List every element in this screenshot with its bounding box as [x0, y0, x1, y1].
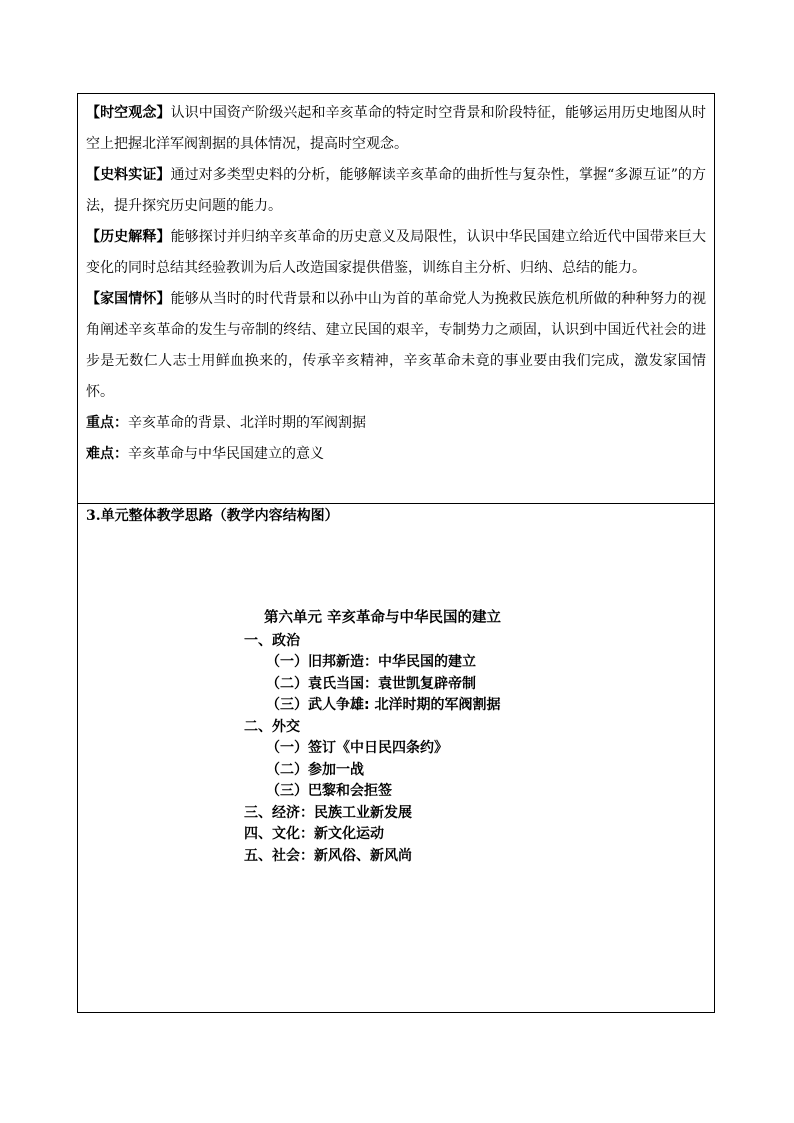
objective-text: 能够从当时的时代背景和以孙中山为首的革命党人为挽救民族危机所做的种种努力的视角阐述辛亥革命的发生与帝制的终结、建立民国的艰辛，专制势力之顽固，认识到中国近代社会的进步是无数仁人志士用鲜血换来的，传承辛亥精神，辛亥革命未竟的事业要由我们完成，激发家国情怀。	[86, 291, 707, 400]
objectives-cell	[78, 94, 714, 504]
section-title: 3.单元整体教学思路（教学内容结构图）	[86, 508, 339, 524]
key-point-text: 辛亥革命的背景、北洋时期的军阀割据	[128, 415, 366, 431]
objective-lead: 【史料实证】	[86, 167, 171, 183]
outline-section: 一、政治	[244, 632, 300, 649]
difficult-point	[86, 439, 706, 470]
outline-section: 五、社会：新风俗、新风尚	[244, 847, 412, 864]
objective-text: 认识中国资产阶级兴起和辛亥革命的特定时空背景和阶段特征，能够运用历史地图从时空上把握北洋军阀割据的具体情况，提高时空观念。	[86, 105, 707, 152]
outline-subsection: （一）旧邦新造：中华民国的建立	[266, 654, 476, 670]
outline-subsection: （三）巴黎和会拒签	[266, 783, 392, 799]
teaching-structure-cell	[78, 504, 714, 1012]
outline-subsection: （三）武人争雄: 北洋时期的军阀割据	[266, 697, 501, 713]
outline-section: 二、外交	[244, 718, 300, 735]
key-point	[86, 408, 706, 439]
objective-time-space	[86, 98, 706, 160]
objective-patriotism	[86, 284, 706, 408]
outline-section: 三、经济：民族工业新发展	[244, 804, 412, 821]
content-structure-outline	[244, 608, 501, 867]
unit-title: 第六单元 辛亥革命与中华民国的建立	[264, 610, 502, 626]
key-point-label: 重点：	[86, 415, 128, 431]
objective-evidence	[86, 160, 706, 222]
difficult-point-text: 辛亥革命与中华民国建立的意义	[128, 446, 324, 462]
lesson-plan-table	[77, 93, 715, 1013]
objective-lead: 【家国情怀】	[86, 291, 171, 307]
outline-subsection: （二）参加一战	[266, 761, 364, 778]
outline-subsection: （一）签订《中日民四条约》	[266, 740, 448, 756]
objective-interpretation	[86, 222, 706, 284]
objective-text: 能够探讨并归纳辛亥革命的历史意义及局限性，认识中华民国建立给近代中国带来巨大变化的同时总结其经验教训为后人改造国家提供借鉴，训练自主分析、归纳、总结的能力。	[86, 229, 707, 276]
outline-subsection: （二）袁氏当国：袁世凯复辟帝制	[266, 675, 476, 692]
objective-text: 通过对多类型史料的分析，能够解读辛亥革命的曲折性与复杂性，掌握“多源互证”的方法，提升探究历史问题的能力。	[86, 167, 707, 214]
difficult-point-label: 难点：	[86, 446, 128, 462]
objective-lead: 【时空观念】	[86, 105, 171, 121]
objective-lead: 【历史解释】	[86, 229, 171, 245]
outline-section: 四、文化：新文化运动	[244, 826, 384, 842]
